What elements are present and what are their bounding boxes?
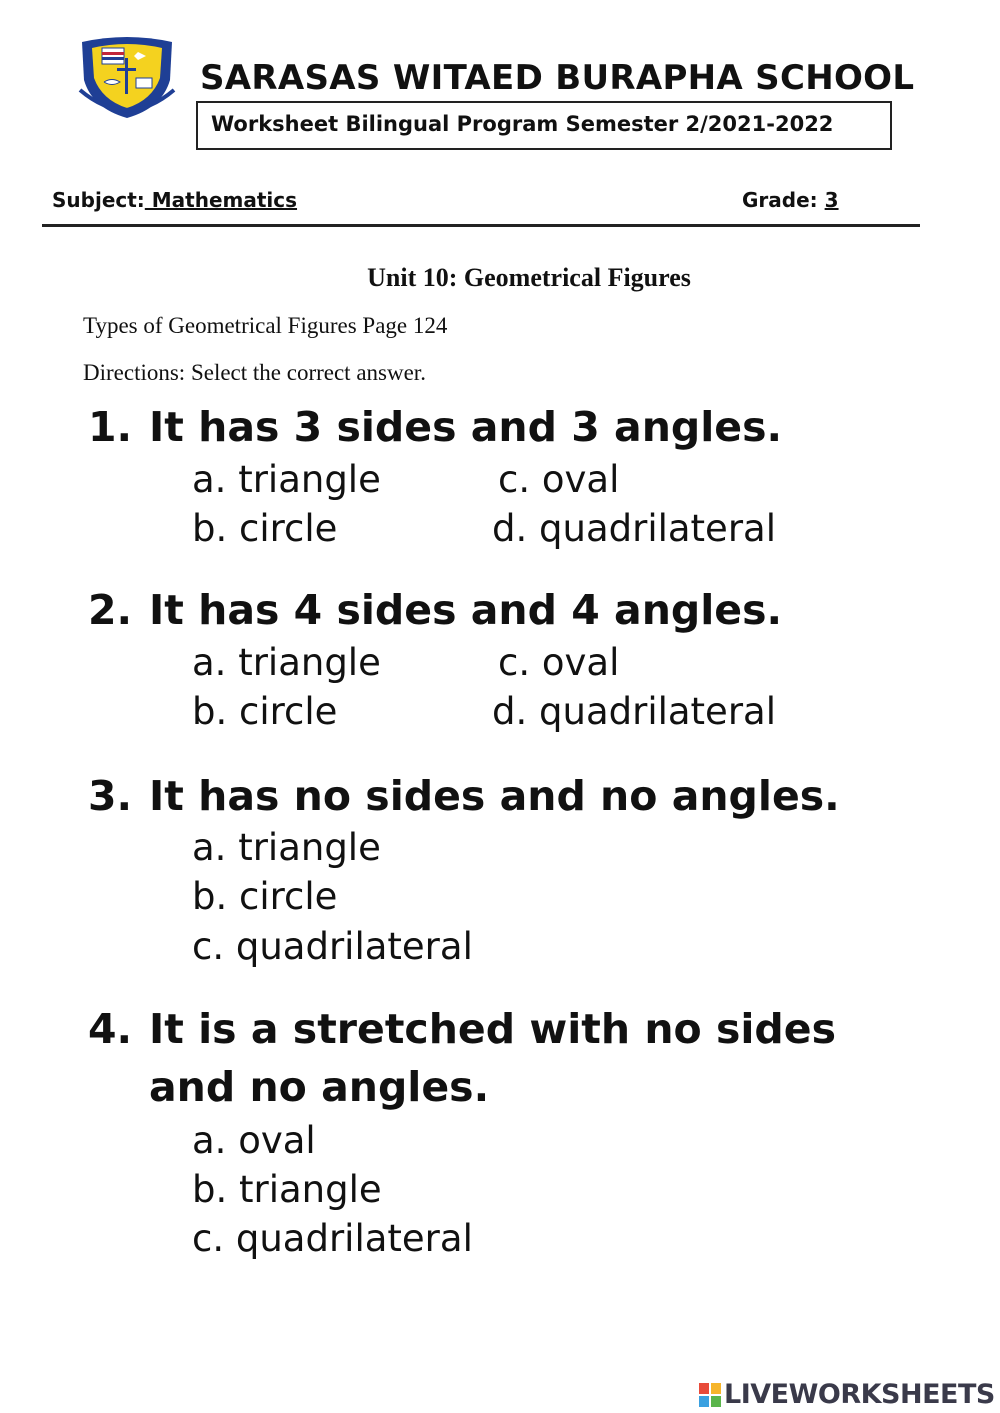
q2-option-b[interactable]: b. circle — [192, 690, 338, 733]
school-crest-icon — [72, 30, 182, 120]
question-text: It has 4 sides and 4 angles. — [149, 586, 783, 634]
q3-option-a[interactable]: a. triangle — [192, 826, 381, 869]
question-number: 4. — [88, 1005, 133, 1053]
subject-field — [52, 188, 297, 212]
question-number: 1. — [88, 403, 133, 451]
directions-text: Directions: Select the correct answer. — [83, 360, 426, 385]
question-number: 3. — [88, 772, 133, 820]
question-text: It has no sides and no angles. — [149, 772, 840, 820]
q2-option-d[interactable]: d. quadrilateral — [492, 690, 776, 733]
question-text: It has 3 sides and 3 angles. — [149, 403, 783, 451]
grade-label: Grade: — [742, 188, 818, 212]
subject-label: Subject: — [52, 188, 145, 212]
question-number: 2. — [88, 586, 133, 634]
q4-option-a[interactable]: a. oval — [192, 1119, 316, 1162]
q1-option-c[interactable]: c. oval — [498, 458, 620, 501]
grade-field — [742, 188, 839, 212]
school-name: SARASAS WITAED BURAPHA SCHOOL — [200, 58, 915, 98]
question-text: It is a stretched with no sides and no angles. — [149, 1005, 836, 1111]
q1-option-d[interactable]: d. quadrilateral — [492, 507, 776, 550]
unit-title: Unit 10: Geometrical Figures — [367, 263, 691, 292]
liveworksheets-logo-icon — [699, 1383, 721, 1407]
q4-option-b[interactable]: b. triangle — [192, 1168, 382, 1211]
program-title: Worksheet Bilingual Program Semester 2/2021-2022 — [211, 112, 834, 136]
page-reference: Types of Geometrical Figures Page 124 — [83, 313, 448, 338]
footer-brand: LIVEWORKSHEETS — [724, 1379, 995, 1410]
subject-value: Mathematics — [144, 188, 298, 212]
q1-option-a[interactable]: a. triangle — [192, 458, 381, 501]
q4-option-c[interactable]: c. quadrilateral — [192, 1217, 473, 1260]
q3-option-b[interactable]: b. circle — [192, 875, 338, 918]
header-divider — [42, 224, 920, 227]
q2-option-a[interactable]: a. triangle — [192, 641, 381, 684]
q3-option-c[interactable]: c. quadrilateral — [192, 925, 473, 968]
grade-value: 3 — [824, 188, 839, 212]
program-box — [196, 101, 892, 150]
q2-option-c[interactable]: c. oval — [498, 641, 620, 684]
q1-option-b[interactable]: b. circle — [192, 507, 338, 550]
